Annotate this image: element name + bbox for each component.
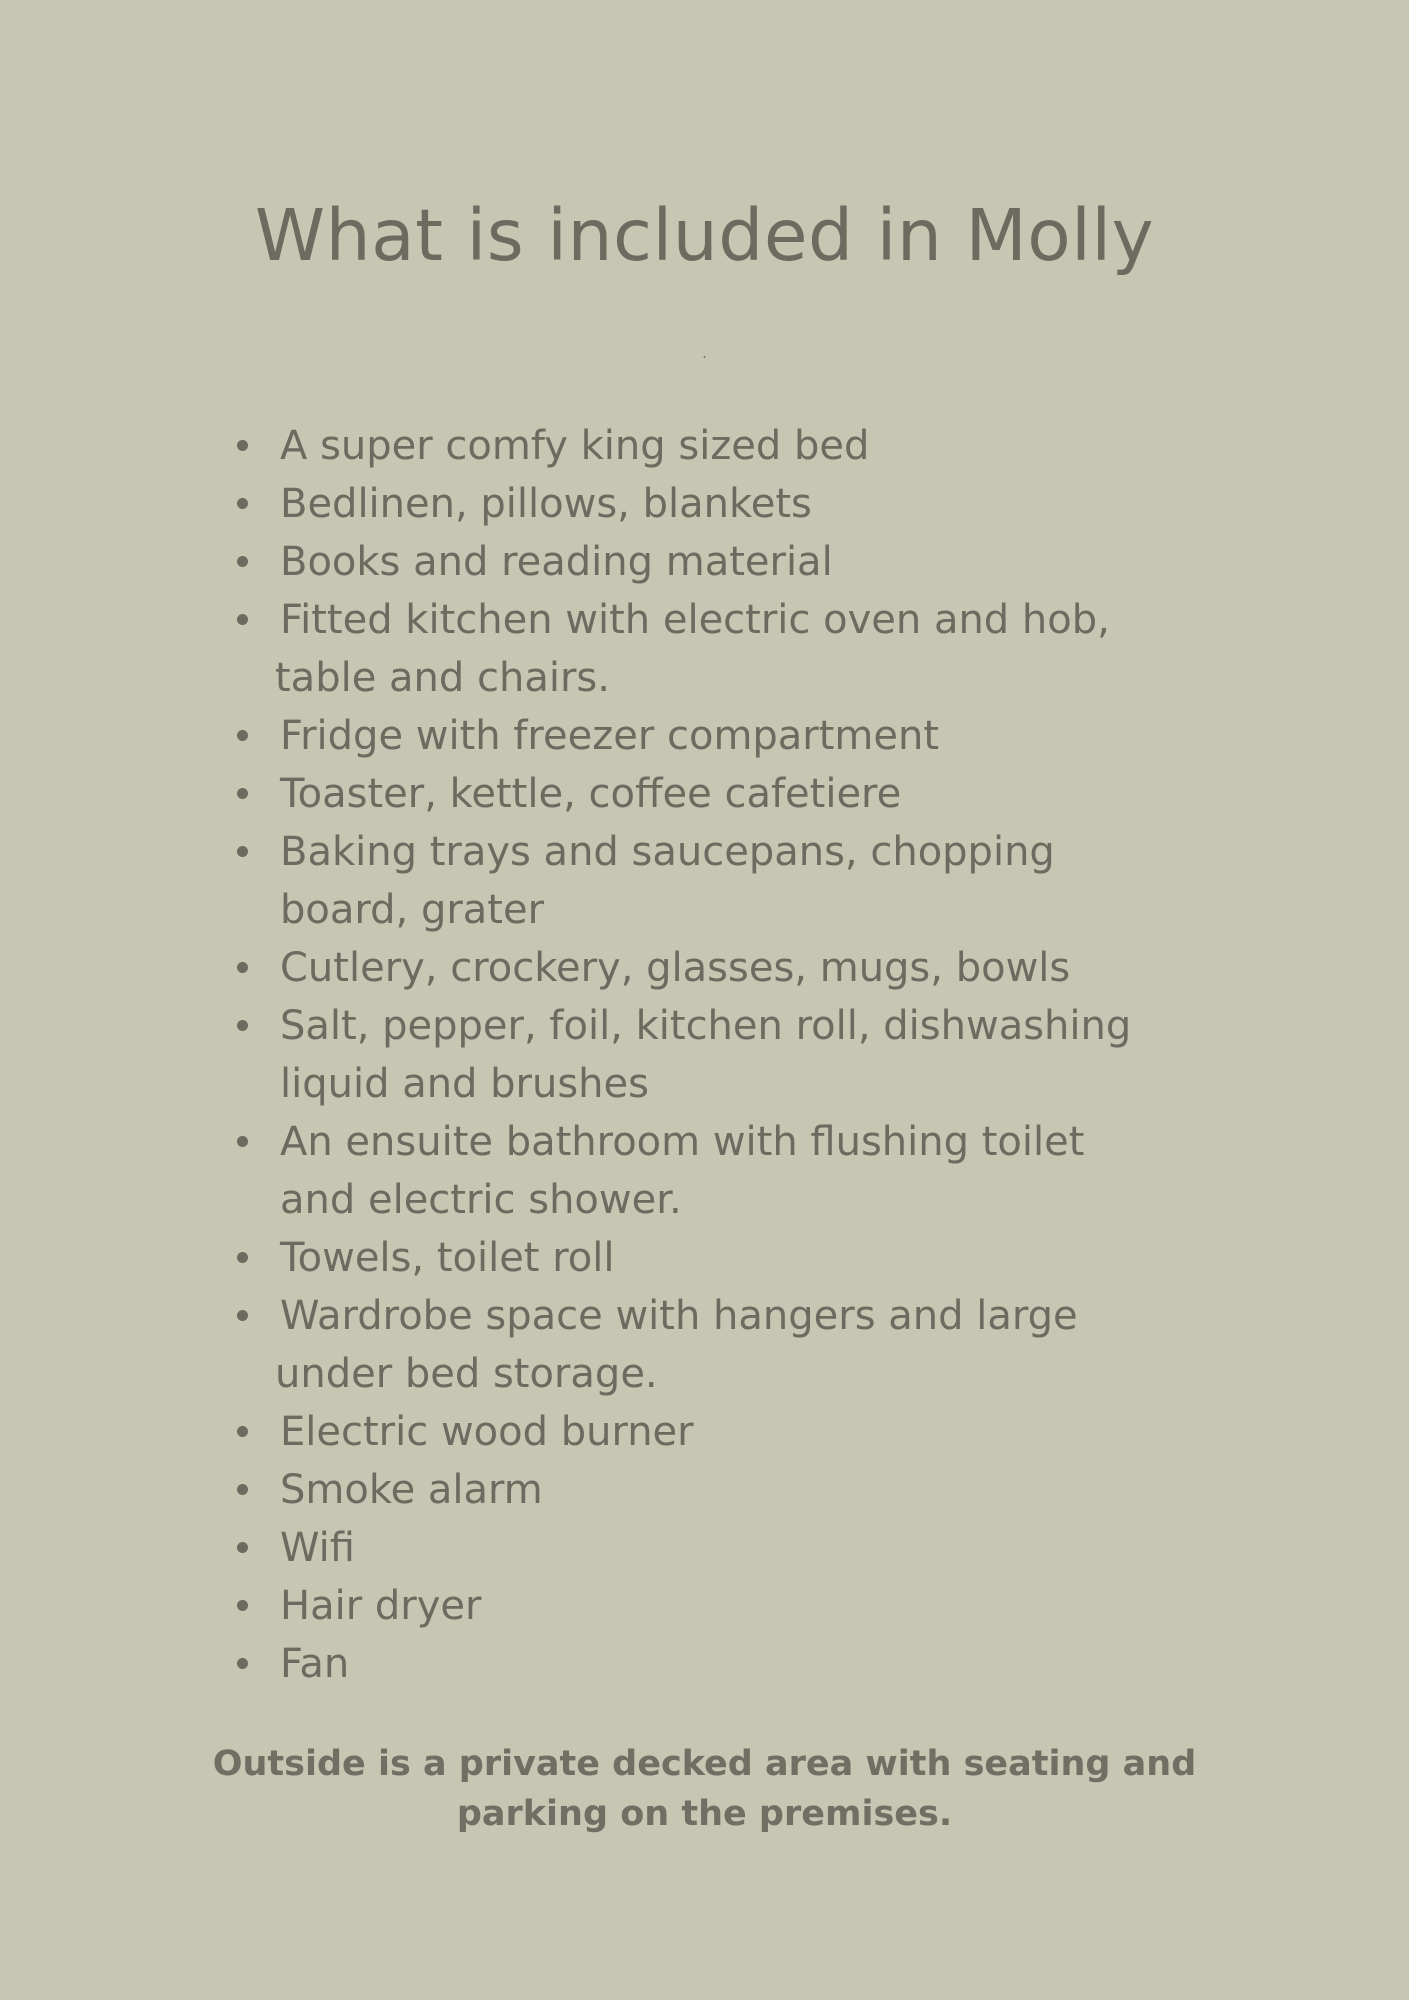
list-item <box>232 1577 1192 1635</box>
list-item <box>232 1287 1192 1403</box>
list-item <box>232 1403 1192 1461</box>
list-item-text: Electric wood burner <box>280 1409 694 1455</box>
list-item-text: Towels, toilet roll <box>280 1235 615 1281</box>
list-item <box>232 1635 1192 1693</box>
bullet-icon <box>237 1658 248 1669</box>
list-item <box>232 1519 1192 1577</box>
bullet-icon <box>237 1600 248 1611</box>
bullet-icon <box>237 1484 248 1495</box>
bullet-icon <box>237 1136 248 1147</box>
bullet-icon <box>237 440 248 451</box>
bullet-icon <box>237 498 248 509</box>
list-item-text: Fitted kitchen with electric oven and hob, <box>280 597 1110 643</box>
list-item-text: Smoke alarm <box>280 1467 543 1513</box>
bullet-icon <box>237 846 248 857</box>
list-item-text-continued: liquid and brushes <box>280 1061 649 1107</box>
list-item <box>232 997 1192 1113</box>
bullet-icon <box>237 1020 248 1031</box>
list-item-text-continued: table and chairs. <box>275 655 610 701</box>
bullet-icon <box>237 788 248 799</box>
bullet-icon <box>237 962 248 973</box>
bullet-icon <box>237 1426 248 1437</box>
list-item-text: Salt, pepper, foil, kitchen roll, dishwashing <box>280 1003 1132 1049</box>
list-item-text: Hair dryer <box>280 1583 482 1629</box>
list-item <box>232 1461 1192 1519</box>
list-item <box>232 1229 1192 1287</box>
list-item-text: Wardrobe space with hangers and large <box>280 1293 1078 1339</box>
bullet-icon <box>237 1252 248 1263</box>
bullet-icon <box>237 556 248 567</box>
list-item-text: Bedlinen, pillows, blankets <box>280 481 812 527</box>
footer-line-2: parking on the premises. <box>456 1794 953 1834</box>
footer-note <box>0 1739 1409 1839</box>
footer-line-1: Outside is a private decked area with seating and <box>212 1744 1197 1784</box>
amenities-list <box>232 417 1192 1693</box>
list-item-text-continued: and electric shower. <box>280 1177 682 1223</box>
bullet-icon <box>237 1542 248 1553</box>
list-item <box>232 591 1192 707</box>
list-item-text: Cutlery, crockery, glasses, mugs, bowls <box>280 945 1071 991</box>
list-item-text-continued: under bed storage. <box>275 1351 658 1397</box>
list-item-text-continued: board, grater <box>280 887 545 933</box>
bullet-icon <box>237 730 248 741</box>
list-item-text: Fan <box>280 1641 350 1687</box>
list-item <box>232 533 1192 591</box>
list-item <box>232 823 1192 939</box>
list-item-text: An ensuite bathroom with flushing toilet <box>280 1119 1085 1165</box>
bullet-icon <box>237 614 248 625</box>
list-item <box>232 707 1192 765</box>
bullet-icon <box>237 1310 248 1321</box>
list-item <box>232 475 1192 533</box>
list-item-text: Books and reading material <box>280 539 833 585</box>
list-item <box>232 765 1192 823</box>
list-item <box>232 417 1192 475</box>
separator-dot: . <box>702 346 707 362</box>
list-item-text: A super comfy king sized bed <box>280 423 870 469</box>
list-item-text: Wifi <box>280 1525 355 1571</box>
list-item-text: Baking trays and saucepans, chopping <box>280 829 1055 875</box>
list-item <box>232 939 1192 997</box>
page-title: What is included in Molly <box>254 194 1155 277</box>
list-item-text: Fridge with freezer compartment <box>280 713 940 759</box>
list-item <box>232 1113 1192 1229</box>
list-item-text: Toaster, kettle, coffee cafetiere <box>280 771 902 817</box>
